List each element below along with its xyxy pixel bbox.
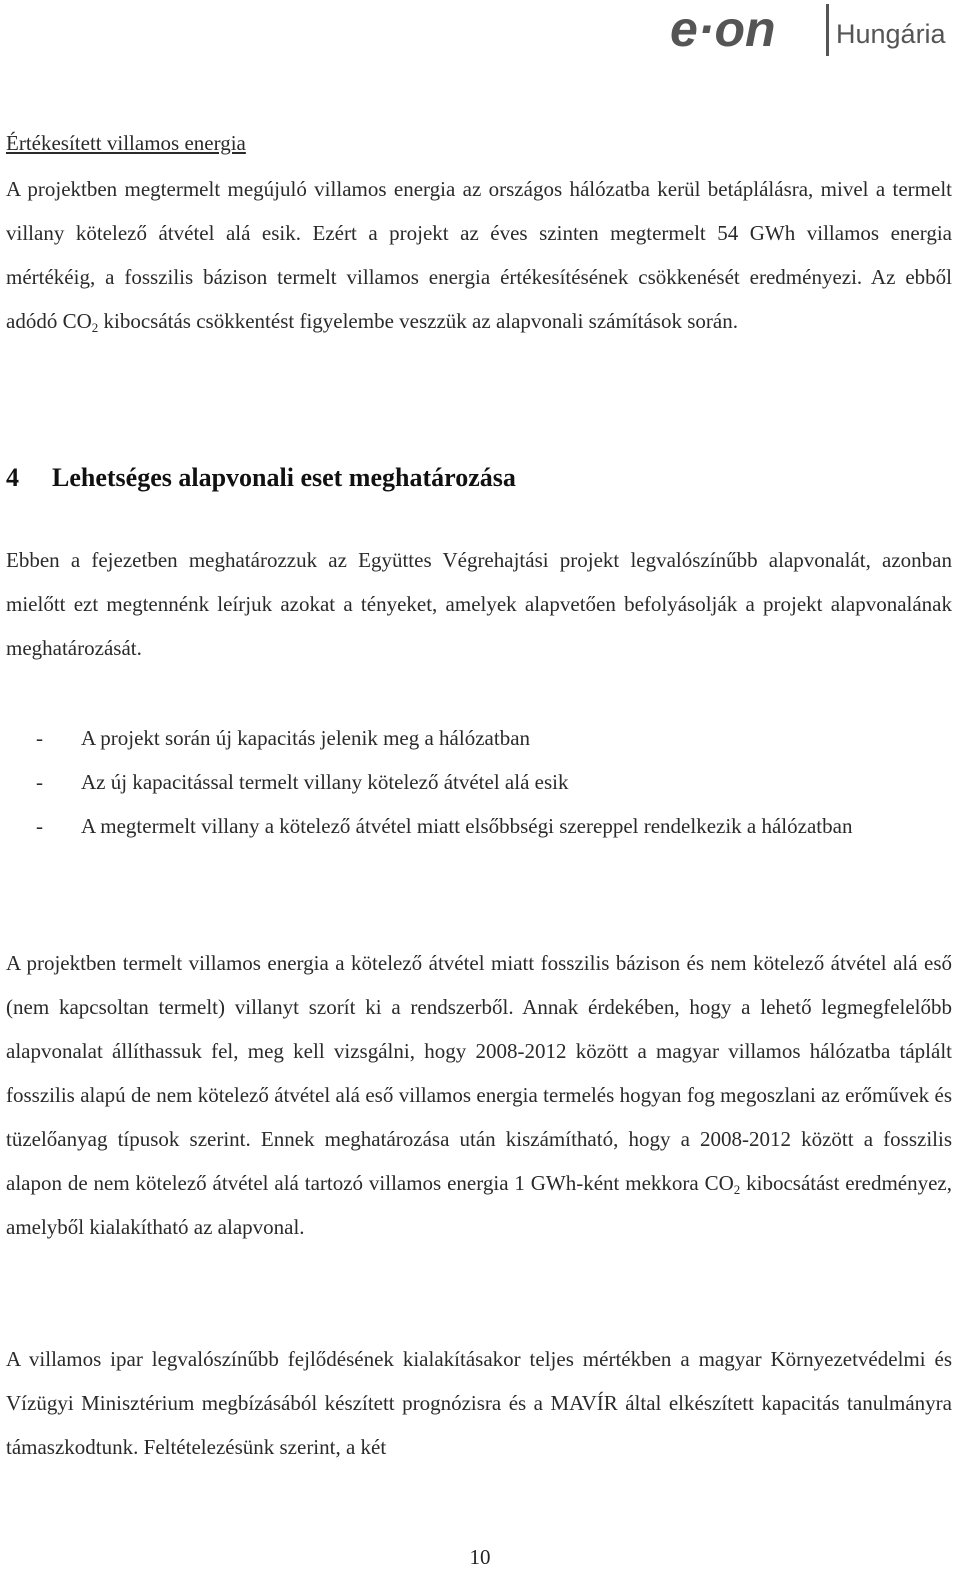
- logo-divider: [826, 4, 829, 56]
- page-number: 10: [469, 1545, 491, 1569]
- baseline-paragraph: [6, 941, 952, 1249]
- eon-brand-text: e·on: [670, 1, 776, 57]
- forecast-paragraph: A villamos ipar legvalószínűbb fejlődésének kialakításakor teljes mértékben a magyar Környezetvédelmi és Vízügyi Minisztérium megbízásából készített prognózisra és a MAVÍR által elkészített kapacitás tanulmányra támaszkodtunk. Feltételezésünk szerint, a két: [6, 1347, 952, 1459]
- list-item: [6, 716, 952, 760]
- baseline-paragraph-text: A projektben termelt villamos energia a kötelező átvétel miatt fosszilis bázison és nem kötelező átvétel alá eső (nem kapcsoltan termelt) villanyt szorít ki a rendszerből. Annak érdekében, hogy a lehető legmegfelelőbb alapvonalat állíthassuk fel, meg kell vizsgálni, hogy 2008-2012 között a magyar villamos hálózatba táplált fosszilis alapú de nem kötelező átvétel alá eső villamos energia termelés hogyan fog megoszlani az erőművek és tüzelőanyag típusok szerint. Ennek meghatározása után kiszámítható, hogy a 2008-2012 között a fosszilis alapon de nem kötelező átvétel alá tartozó villamos energia 1 GWh-ként mekkora CO: [6, 951, 952, 1195]
- list-dash: -: [36, 770, 43, 794]
- list-dash: -: [36, 726, 43, 750]
- prev-section-heading: [6, 123, 952, 163]
- baseline-paragraph-tail: kibocsátást eredményez, amelyből kialakítható az alapvonal.: [6, 1171, 952, 1239]
- logo-region-text: Hungária: [836, 19, 946, 49]
- fact-list: [6, 716, 952, 848]
- list-dash: -: [36, 814, 43, 838]
- prev-section: [6, 123, 952, 343]
- prev-paragraph-text: A projektben megtermelt megújuló villamos energia az országos hálózatba kerül betáplálásra, mivel a termelt villany kötelező átvétel alá esik. Ezért a projekt az éves szinten megtermelt 54 GWh villamos energia mértékéig, a fosszilis bázison termelt villamos energia értékesítésének csökkenését eredményezi. Az ebből adódó CO: [6, 177, 952, 333]
- section-title: Lehetséges alapvonali eset meghatározása: [52, 463, 516, 492]
- section-number: 4: [6, 463, 19, 492]
- prev-paragraph-tail: kibocsátás csökkentést figyelembe veszzük az alapvonali számítások során.: [98, 309, 738, 333]
- list-item-text: Az új kapacitással termelt villany kötelező átvétel alá esik: [81, 770, 569, 794]
- list-item-text: A projekt során új kapacitás jelenik meg a hálózatban: [81, 726, 531, 750]
- eon-hungaria-logo: [670, 0, 954, 62]
- eon-logo-graphic: [670, 0, 954, 62]
- list-item: [6, 804, 952, 848]
- list-item: [6, 760, 952, 804]
- prev-section-paragraph: [6, 167, 952, 343]
- section-intro-paragraph: Ebben a fejezetben meghatározzuk az Együttes Végrehajtási projekt legvalószínűbb alapvonalát, azonban mielőtt ezt megtennénk leírjuk azokat a tényeket, amelyek alapvetően befolyásolják a projekt alapvonalának meghatározását.: [6, 548, 952, 660]
- section-heading: [6, 463, 516, 493]
- co2-subscript: 2: [733, 1182, 741, 1197]
- list-item-text: A megtermelt villany a kötelező átvétel miatt elsőbbségi szereppel rendelkezik a hálózatban: [81, 814, 853, 838]
- heading-underlined: Értékesített villamos energia: [6, 131, 246, 155]
- co2-subscript: 2: [91, 320, 99, 335]
